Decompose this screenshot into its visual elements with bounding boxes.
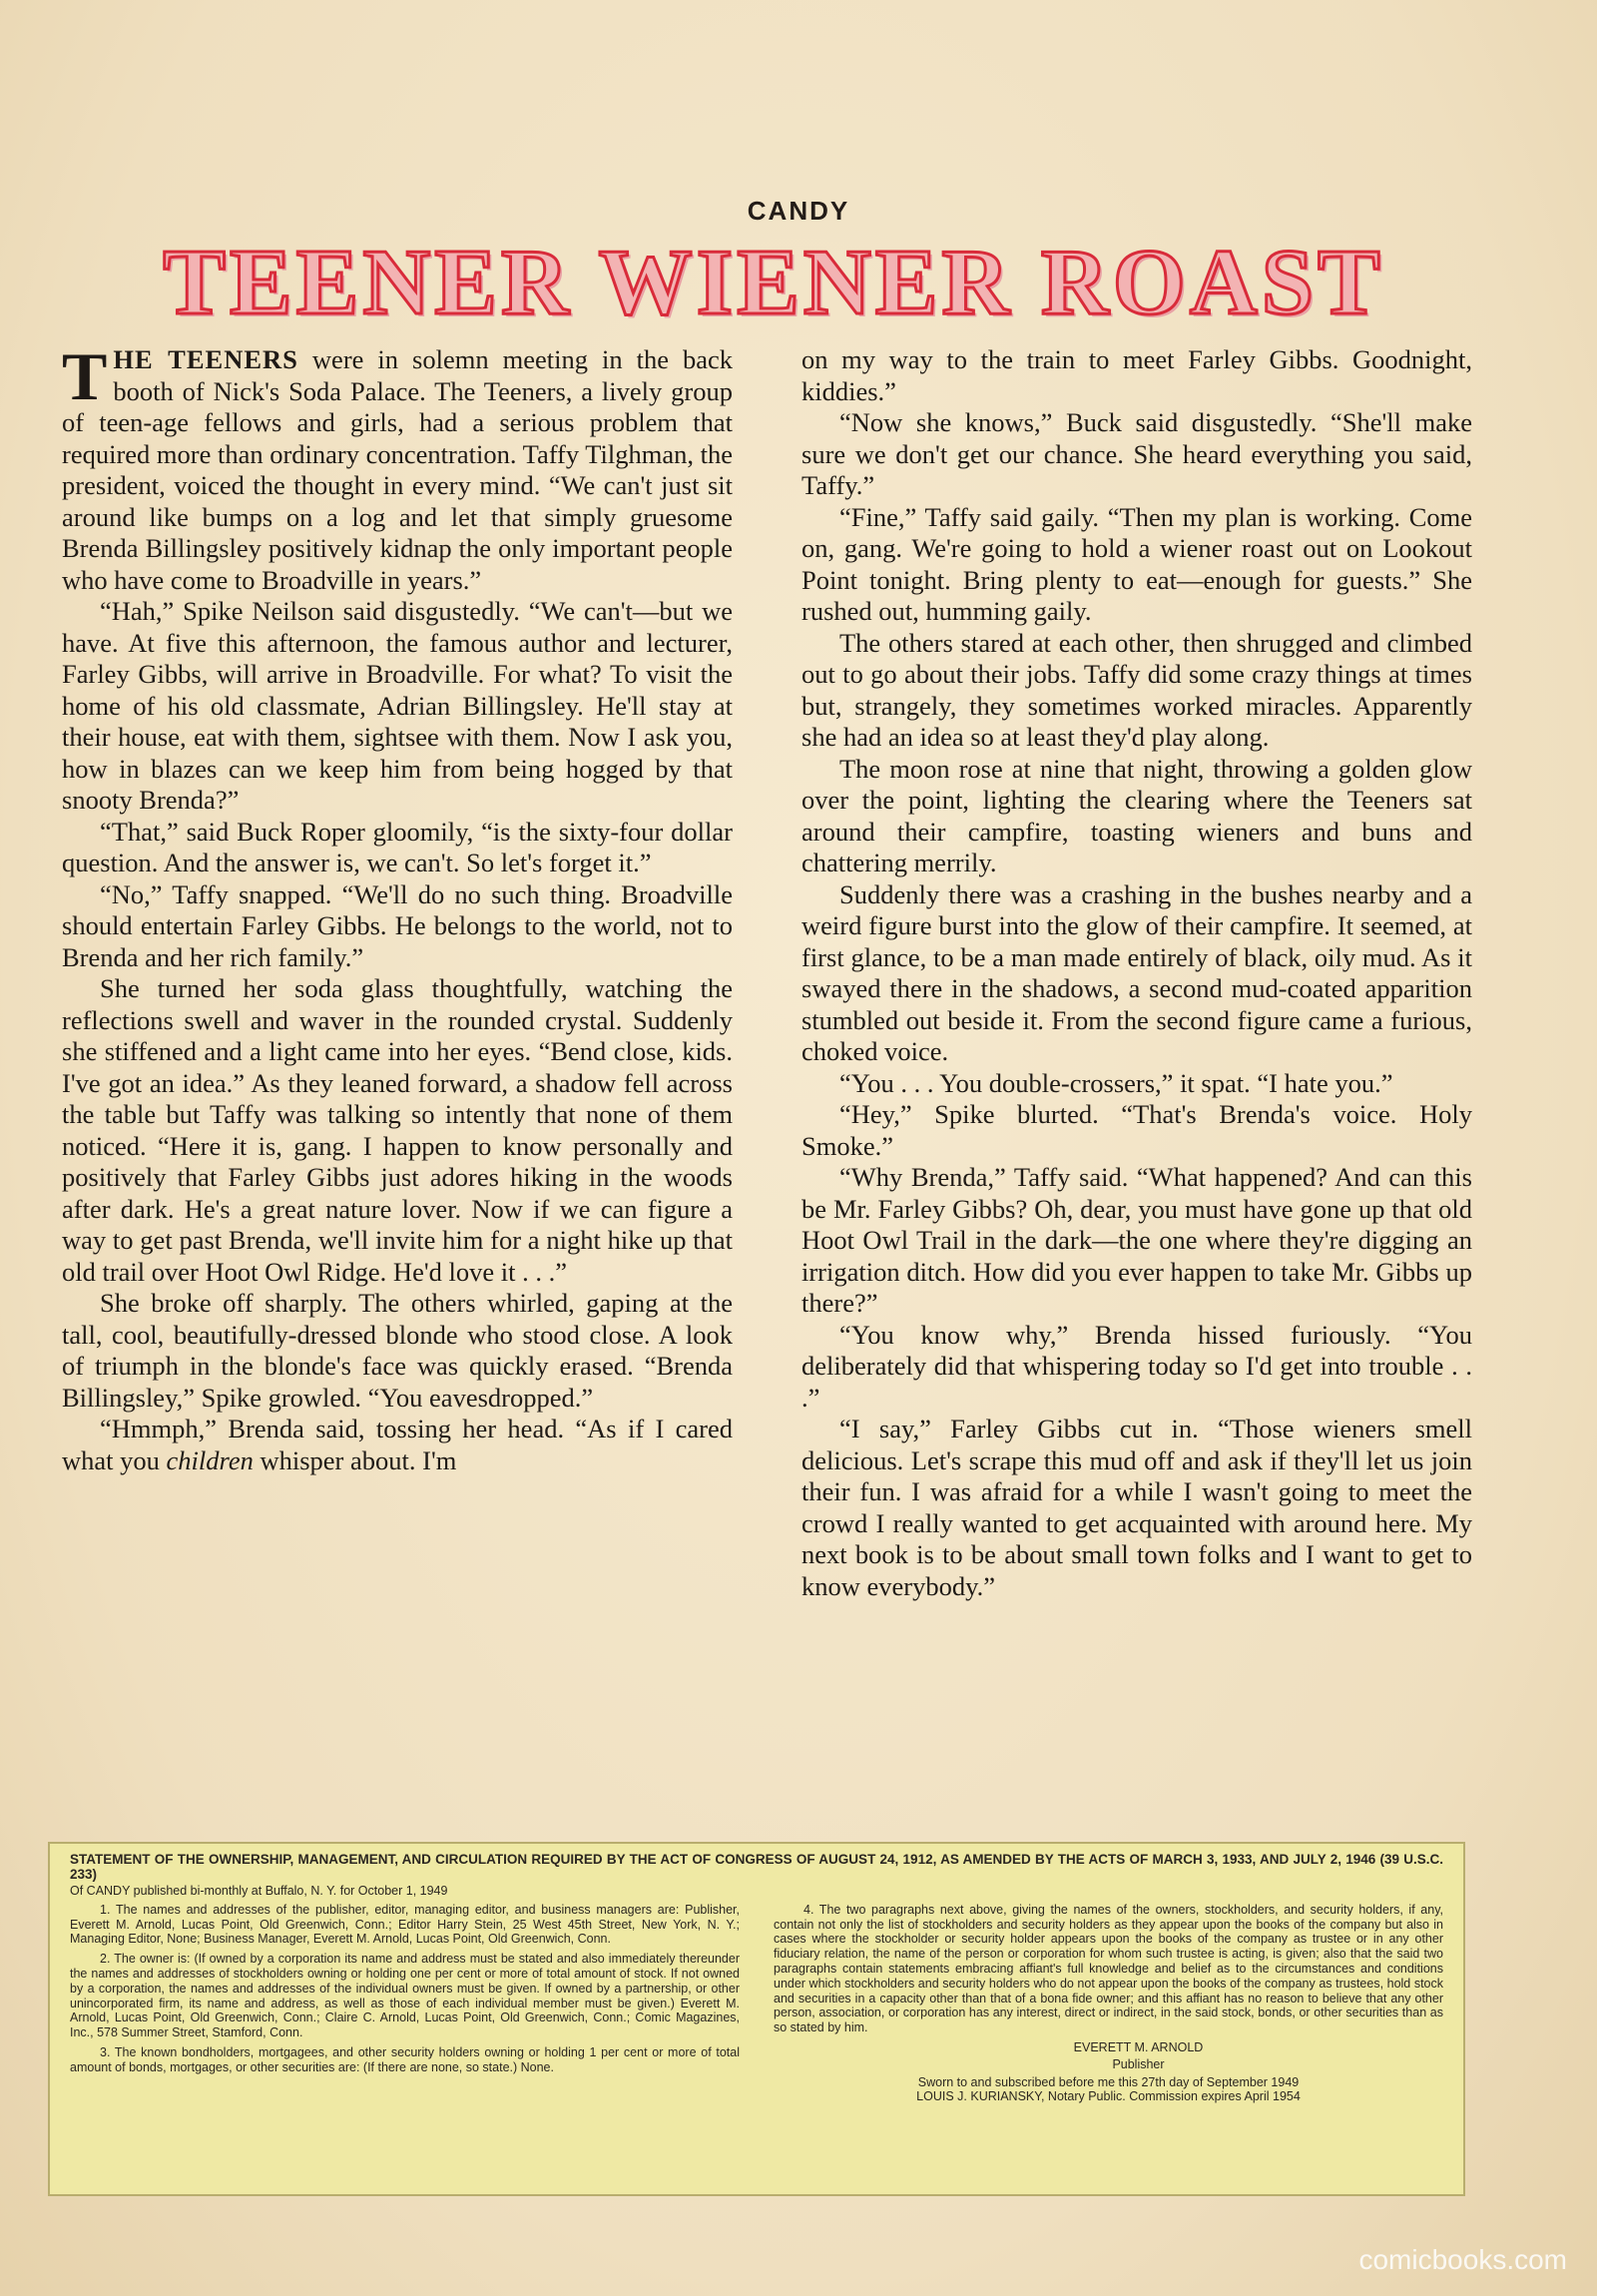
statement-columns bbox=[70, 1903, 1443, 2104]
ownership-statement-box bbox=[48, 1842, 1465, 2196]
statement-paragraph: 4. The two paragraphs next above, giving the names of the owners, stockholders, and security holders, if any, contain not only the list of stockholders and security holders as they appear upon the books of the company but also in cases where the stockholder or security holder appears upon the books of the company as trustee or in any other fiduciary relation, the name of the person or corporation for whom such trustee is acting, is given; also that the said two paragraphs contain statements embracing affiant's full knowledge and belief as to the circumstances and conditions under which stockholders and security holders who do not appear upon the books of the company as trustees, hold stock and securities in a capacity other than that of a bona fide owner; and this affiant has no reason to believe that any other person, association, or corporation has any interest, direct or indirect, in the said stock, bonds, or other securities than as so stated by him. bbox=[774, 1902, 1443, 2035]
story-paragraph: “I say,” Farley Gibbs cut in. “Those wieners smell delicious. Let's scrape this mud off and ask if they'll let us join their fun. I was afraid for a while I wasn't going to meet the crowd I really wanted to get acquainted with around here. My next book is to be about small town folks and I want to get to know everybody.” bbox=[801, 1414, 1472, 1601]
story-paragraph: She turned her soda glass thoughtfully, watching the reflections swell and waver in the rounded crystal. Suddenly she stiffened and a light came into her eyes. “Bend close, kids. I've got an idea.” As they leaned forward, a shadow fell across the table but Taffy was talking so intently that none of them noticed. “Here it is, gang. I happen to know personally and positively that Farley Gibbs just adores hiking in the woods after dark. He's a great nature lover. Now if we can figure a way to get past Brenda, we'll invite him for a night hike up that old trail over Hoot Owl Ridge. He'd love it . . .” bbox=[62, 973, 733, 1287]
story-paragraph bbox=[62, 338, 734, 596]
notary-line: LOUIS J. KURIANSKY, Notary Public. Commission expires April 1954 bbox=[916, 2089, 1301, 2104]
story-headline: TEENER WIENER ROAST bbox=[163, 231, 1384, 334]
story-paragraph: The moon rose at nine that night, throwing a golden glow over the point, lighting the clearing where the Teeners sat around their campfire, toasting wieners and buns and chattering merrily. bbox=[801, 753, 1472, 877]
statement-heading: STATEMENT OF THE OWNERSHIP, MANAGEMENT, AND CIRCULATION REQUIRED BY THE ACT OF CONGRESS OF AUGUST 24, 1912, AS AMENDED BY THE ACTS OF MARCH 3, 1933, AND JULY 2, 1946 (39 U.S.C. 233) bbox=[70, 1852, 1443, 1882]
signature-title: Publisher bbox=[1112, 2056, 1165, 2071]
story-paragraph: “Fine,” Taffy said gaily. “Then my plan is working. Come on, gang. We're going to hold a wiener roast out on Lookout Point tonight. Bring plenty to eat—enough for guests.” She rushed out, humming gaily. bbox=[801, 501, 1472, 626]
lead-in: HE TEENERS bbox=[113, 344, 298, 374]
paragraph-text: “Hmmph,” Brenda said, tossing her head. “As if I cared what you bbox=[62, 1414, 733, 1475]
story-paragraph: “Why Brenda,” Taffy said. “What happened? And can this be Mr. Farley Gibbs? Oh, dear, you must have gone up that old Hoot Owl Trail in the dark—the one where they're digging an irrigation ditch. How did you ever happen to take Mr. Gibbs up there?” bbox=[801, 1162, 1472, 1318]
emphasized-word: children bbox=[166, 1444, 254, 1475]
statement-paragraph: 2. The owner is: (If owned by a corporation its name and address must be stated and also immediately thereunder the names and addresses of stockholders owning or holding one per cent or more of total amount of stock. If not owned by a corporation, the names and addresses of the individual owners must be given. If owned by a partnership, or other unincorporated firm, its name and address, as well as those of each individual member must be given.) Everett M. Arnold, Lucas Point, Old Greenwich, Conn.; Claire C. Arnold, Lucas Point, Old Greenwich, Conn.; Comic Magazines, Inc., 578 Summer Street, Stamford, Conn. bbox=[70, 1952, 740, 2040]
sworn-line: Sworn to and subscribed before me this 27th day of September 1949 bbox=[917, 2074, 1300, 2089]
story-paragraph: The others stared at each other, then shrugged and climbed out to go about their jobs. Taffy did some crazy things at times but, strangely, they sometimes worked miracles. Apparently she had an idea so at least they'd play along. bbox=[801, 627, 1472, 752]
story-paragraph: “No,” Taffy snapped. “We'll do no such thing. Broadville should entertain Farley Gibbs. He belongs to the world, not to Brenda and her rich family.” bbox=[62, 878, 733, 972]
statement-publication: Of CANDY published bi-monthly at Buffalo, N. Y. for October 1, 1949 bbox=[70, 1884, 448, 1898]
story-paragraph: She broke off sharply. The others whirled, gaping at the tall, cool, beautifully-dressed blonde who stood close. A look of triumph in the blonde's face was quickly erased. “Brenda Billingsley,” Spike growled. “You eavesdropped.” bbox=[62, 1288, 733, 1413]
statement-column-right bbox=[774, 1903, 1443, 2104]
story-paragraph: “Hah,” Spike Neilson said disgustedly. “We can't—but we have. At five this afternoon, the famous author and lecturer, Farley Gibbs, will arrive in Broadville. For what? To visit the home of his old classmate, Adrian Billingsley. He'll stay at their house, eat with them, sightsee with them. Now I ask you, how in blazes can we keep him from being hogged by that snooty Brenda?” bbox=[62, 596, 733, 815]
story-column-left bbox=[62, 338, 734, 1476]
statement-paragraph: 1. The names and addresses of the publisher, editor, managing editor, and business managers are: Publisher, Everett M. Arnold, Lucas Point, Old Greenwich, Conn.; Editor Harry Stein, 25 West 45th Street, New York, N. Y.; Managing Editor, None; Business Manager, Everett M. Arnold, Lucas Point, Old Greenwich, Conn. bbox=[70, 1902, 740, 1947]
story-paragraph: “That,” said Buck Roper gloomily, “is the sixty-four dollar question. And the answer is, we can't. So let's forget it.” bbox=[62, 816, 733, 877]
drop-cap: T bbox=[62, 338, 108, 414]
story-paragraph: “You know why,” Brenda hissed furiously. “You deliberately did that whispering today so I'd get into trouble . . .” bbox=[801, 1319, 1472, 1413]
story-paragraph: Suddenly there was a crashing in the bushes nearby and a weird figure burst into the glow of their campfire. It seemed, at first glance, to be a man made entirely of black, oily mud. As it swayed there in the shadows, a second mud-coated apparition stumbled out beside it. From the second figure came a furious, choked voice. bbox=[801, 878, 1472, 1066]
story-paragraph: “You . . . You double-crossers,” it spat. “I hate you.” bbox=[839, 1067, 1393, 1098]
site-watermark: comicbooks.com bbox=[1358, 2244, 1567, 2275]
story-paragraph: on my way to the train to meet Farley Gibbs. Goodnight, kiddies.” bbox=[801, 344, 1472, 406]
story-paragraph: “Hey,” Spike blurted. “That's Brenda's voice. Holy Smoke.” bbox=[801, 1099, 1472, 1161]
story-paragraph: “Now she knows,” Buck said disgustedly. “She'll make sure we don't get our chance. She heard everything you said, Taffy.” bbox=[801, 407, 1472, 500]
paragraph-text: whisper about. I'm bbox=[253, 1444, 457, 1475]
signature-name: EVERETT M. ARNOLD bbox=[1073, 2039, 1204, 2054]
paragraph-text: were in solemn meeting in the back booth of Nick's Soda Palace. The Teeners, a lively group of teen-age fellows and girls, had a serious problem that required more than ordinary concentration. Taffy Tilghman, the president, voiced the thought in every mind. “We can't just sit around like bumps on a log and let that simply gruesome Brenda Billingsley positively kidnap the only important people who have come to Broadville in years.” bbox=[62, 344, 734, 595]
story-paragraph bbox=[62, 1414, 733, 1476]
statement-paragraph: 3. The known bondholders, mortgagees, and other security holders owning or holding 1 per cent or more of total amount of bonds, mortgages, or other securities are: (If there are none, so state.) None. bbox=[70, 2044, 740, 2074]
story-column-right bbox=[801, 344, 1472, 1602]
magazine-kicker: CANDY bbox=[747, 196, 850, 226]
statement-column-left bbox=[70, 1903, 740, 2104]
